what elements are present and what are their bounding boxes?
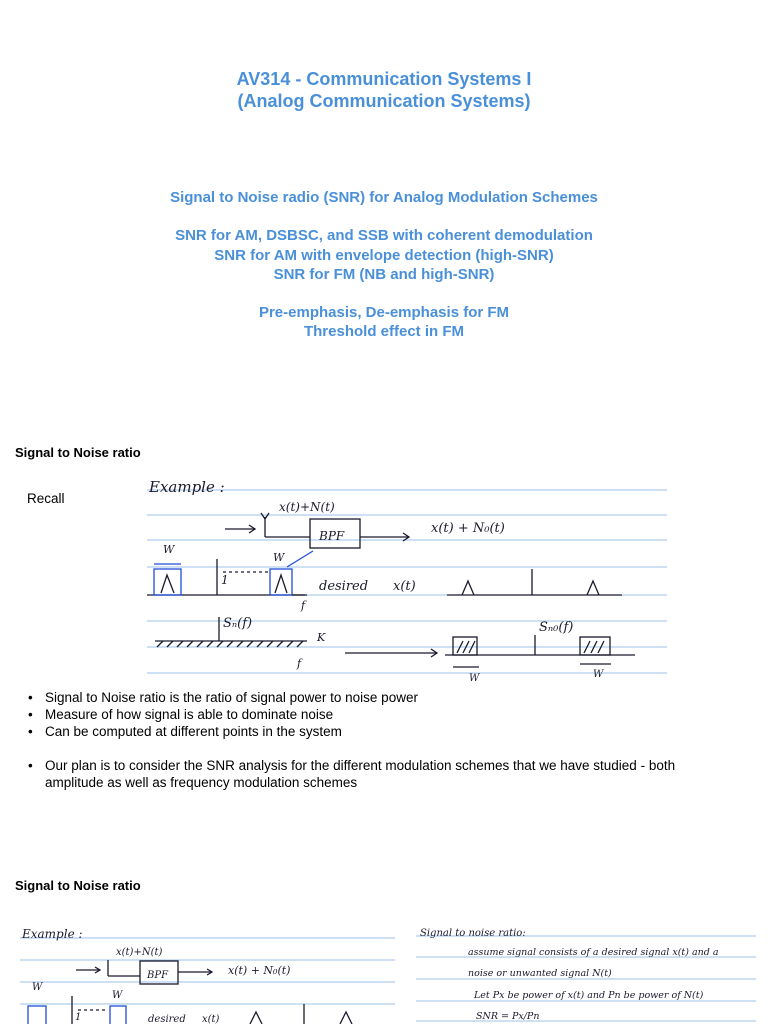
topic-item: SNR for AM with envelope detection (high-SNR) [214, 246, 554, 264]
w-label: W [32, 982, 43, 993]
bullet-item: • Can be computed at different points in the system [24, 723, 734, 740]
w-label: W [593, 669, 604, 680]
xt-label: x(t) [393, 579, 416, 594]
section-heading: Signal to Noise ratio [15, 445, 141, 460]
w-label: W [273, 551, 285, 564]
topic-main: Signal to Noise radio (SNR) for Analog Modulation Schemes [170, 189, 598, 206]
notes-line: SNR = Px/Pn [476, 1011, 540, 1022]
input-signal-label: x(t)+N(t) [279, 500, 335, 514]
course-title: AV314 - Communication Systems I [236, 69, 532, 89]
recall-label: Recall [27, 491, 65, 506]
notes-line: Let Px be power of x(t) and Pn be power of N(t) [474, 990, 704, 1001]
handwritten-diagram-small [20, 924, 400, 1024]
output-signal-label: x(t) + N₀(t) [228, 964, 291, 977]
desired-label: desired [319, 579, 369, 594]
title-block [0, 68, 768, 112]
w-label: W [163, 543, 175, 556]
topic-list [0, 188, 768, 342]
notes-line: assume signal consists of a desired signal x(t) and a [468, 947, 719, 958]
example-label: Example : [149, 478, 225, 496]
xt-label: x(t) [202, 1014, 220, 1024]
handwritten-diagram [147, 475, 672, 685]
w-label: W [112, 990, 123, 1001]
one-label: 1 [75, 1012, 82, 1023]
f-label: f [301, 599, 306, 612]
topic-item: Threshold effect in FM [303, 323, 464, 341]
bullet-item: • Our plan is to consider the SNR analysis for the different modulation schemes that we have studied - both amplitude as well as frequency modulation schemes [24, 757, 734, 791]
output-signal-label: x(t) + N₀(t) [431, 521, 505, 536]
notes-line: noise or unwanted signal N(t) [468, 968, 612, 979]
bullet-item: • Signal to Noise ratio is the ratio of signal power to noise power [24, 689, 734, 706]
example-label: Example : [22, 927, 83, 941]
ruled-lines [20, 938, 395, 1004]
f-label: f [297, 657, 302, 670]
bullet-item: • Measure of how signal is able to dominate noise [24, 706, 734, 723]
output-noise-psd-label: Sₙ₀(f) [539, 620, 574, 635]
section-heading: Signal to Noise ratio [15, 878, 141, 893]
k-label: K [317, 631, 326, 644]
w-label: W [469, 673, 480, 684]
topic-item: Pre-emphasis, De-emphasis for FM [258, 304, 510, 322]
handwritten-notes [416, 922, 758, 1024]
noise-psd-label: Sₙ(f) [223, 616, 253, 631]
topic-item: SNR for AM, DSBSC, and SSB with coherent demodulation [175, 227, 593, 245]
bpf-label: BPF [319, 529, 345, 543]
one-label: 1 [221, 573, 229, 587]
desired-label: desired [148, 1014, 186, 1024]
bpf-label: BPF [147, 970, 169, 981]
notes-line: Signal to noise ratio: [420, 928, 526, 939]
course-subtitle: (Analog Communication Systems) [237, 91, 531, 111]
input-signal-label: x(t)+N(t) [116, 947, 163, 958]
bullet-list [24, 689, 734, 791]
topic-item: SNR for FM (NB and high-SNR) [273, 265, 495, 283]
